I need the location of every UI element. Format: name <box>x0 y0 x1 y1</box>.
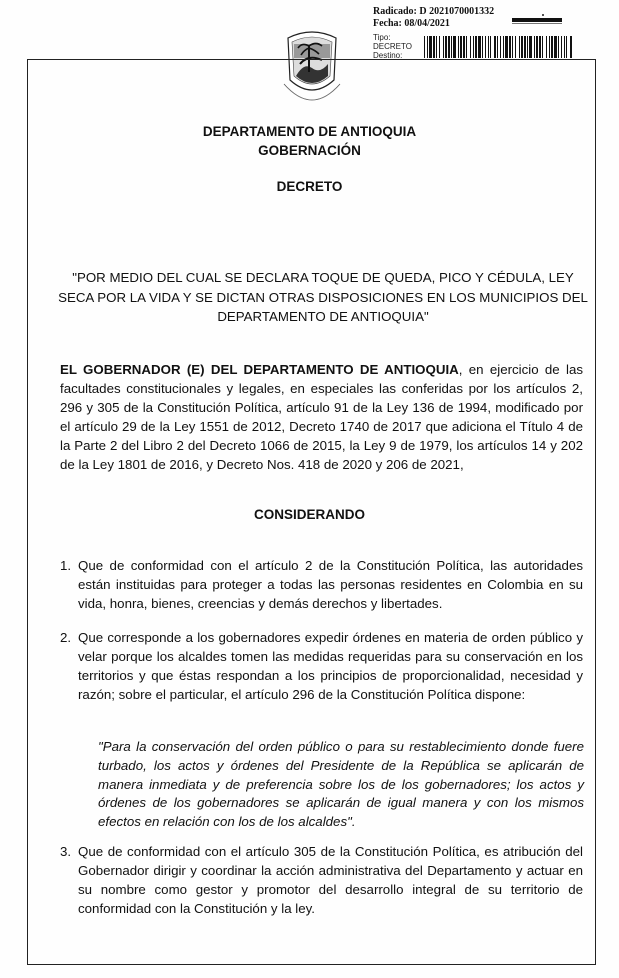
preamble-text: , en ejercicio de las facultades constitucionales y legales, en especiales las conferidas por los artículos 2, 296 y 305 de la Constitución Política, artículo 91 de la Ley 136 de 1994, modificado por el artículo 29 de la Ley 1551 de 2012, Decreto 1740 de 2017 que adiciona el Título 4 de la Parte 2 del Libro 2 del Decreto 1066 de 2015, la Ley 9 de 1979, los artículos 14 y 202 de la Ley 1801 de 2016, y Decreto Nos. 418 de 2020 y 206 de 2021, <box>60 362 583 472</box>
department-heading: DEPARTAMENTO DE ANTIOQUIA <box>202 124 417 139</box>
radicado-block <box>373 6 494 30</box>
considerando-item-2 <box>60 628 583 704</box>
barcode-icon <box>424 36 574 58</box>
item-text: Que corresponde a los gobernadores expedir órdenes en materia de orden público y velar porque los alcaldes tomen las medidas requeridas para su conservación en los territorios y que éstas respondan a los principios de proporcionalidad, necesidad y razón; sobre el particular, el artículo 296 de la Constitución Política dispone: <box>78 630 583 702</box>
item-text: Que de conformidad con el artículo 305 de la Constitución Política, es atribución del Gobernador dirigir y coordinar la acción administrativa del Departamento y actuar en su nombre como gestor y promotor del desarrollo integral de su territorio de conformidad con la Constitución y la ley. <box>78 844 583 916</box>
office-heading: GOBERNACIÓN <box>258 143 361 158</box>
considerando-heading: CONSIDERANDO <box>253 507 365 522</box>
tipo-value: DECRETO <box>373 42 412 51</box>
preamble-paragraph <box>60 360 583 474</box>
radicado-meta <box>373 33 412 60</box>
constitution-quote: "Para la conservación del orden público o para su restablecimiento donde fuere turbado, los actos y órdenes del Presidente de la República se aplicarán de manera inmediata y de preferencia sobre los de los gobernadores; los actos y órdenes de los gobernadores se aplicarán de igual manera y con los mismos efectos en relación con los de los alcaldes". <box>98 739 584 830</box>
item-number: 1. <box>60 558 72 573</box>
decree-heading: DECRETO <box>276 179 343 194</box>
radicado-number: Radicado: D 2021070001332 <box>373 6 495 17</box>
item-text: Que de conformidad con el artículo 2 de la Constitución Política, las autoridades están instituidas para proteger a todas las personas residentes en Colombia en su vida, honra, bienes, creencias y demás derechos y libertades. <box>78 558 583 611</box>
destino-label: Destino: <box>373 51 403 60</box>
considerando-item-3 <box>60 842 583 918</box>
considerando-item-1 <box>60 556 583 613</box>
tipo-label: Tipo: <box>373 33 391 42</box>
preamble-authority: EL GOBERNADOR (E) DEL DEPARTAMENTO DE ANTIOQUIA <box>60 362 459 377</box>
item-number: 2. <box>60 630 72 645</box>
decree-title: "POR MEDIO DEL CUAL SE DECLARA TOQUE DE QUEDA, PICO Y CÉDULA, LEY SECA POR LA VIDA Y SE DICTAN OTRAS DISPOSICIONES EN LOS MUNICIPIOS DEL DEPARTAMENTO DE ANTIOQUIA" <box>58 270 588 325</box>
gobernacion-mini-logo-icon <box>512 14 562 25</box>
item-number: 3. <box>60 844 72 859</box>
radicado-date: Fecha: 08/04/2021 <box>373 18 450 29</box>
